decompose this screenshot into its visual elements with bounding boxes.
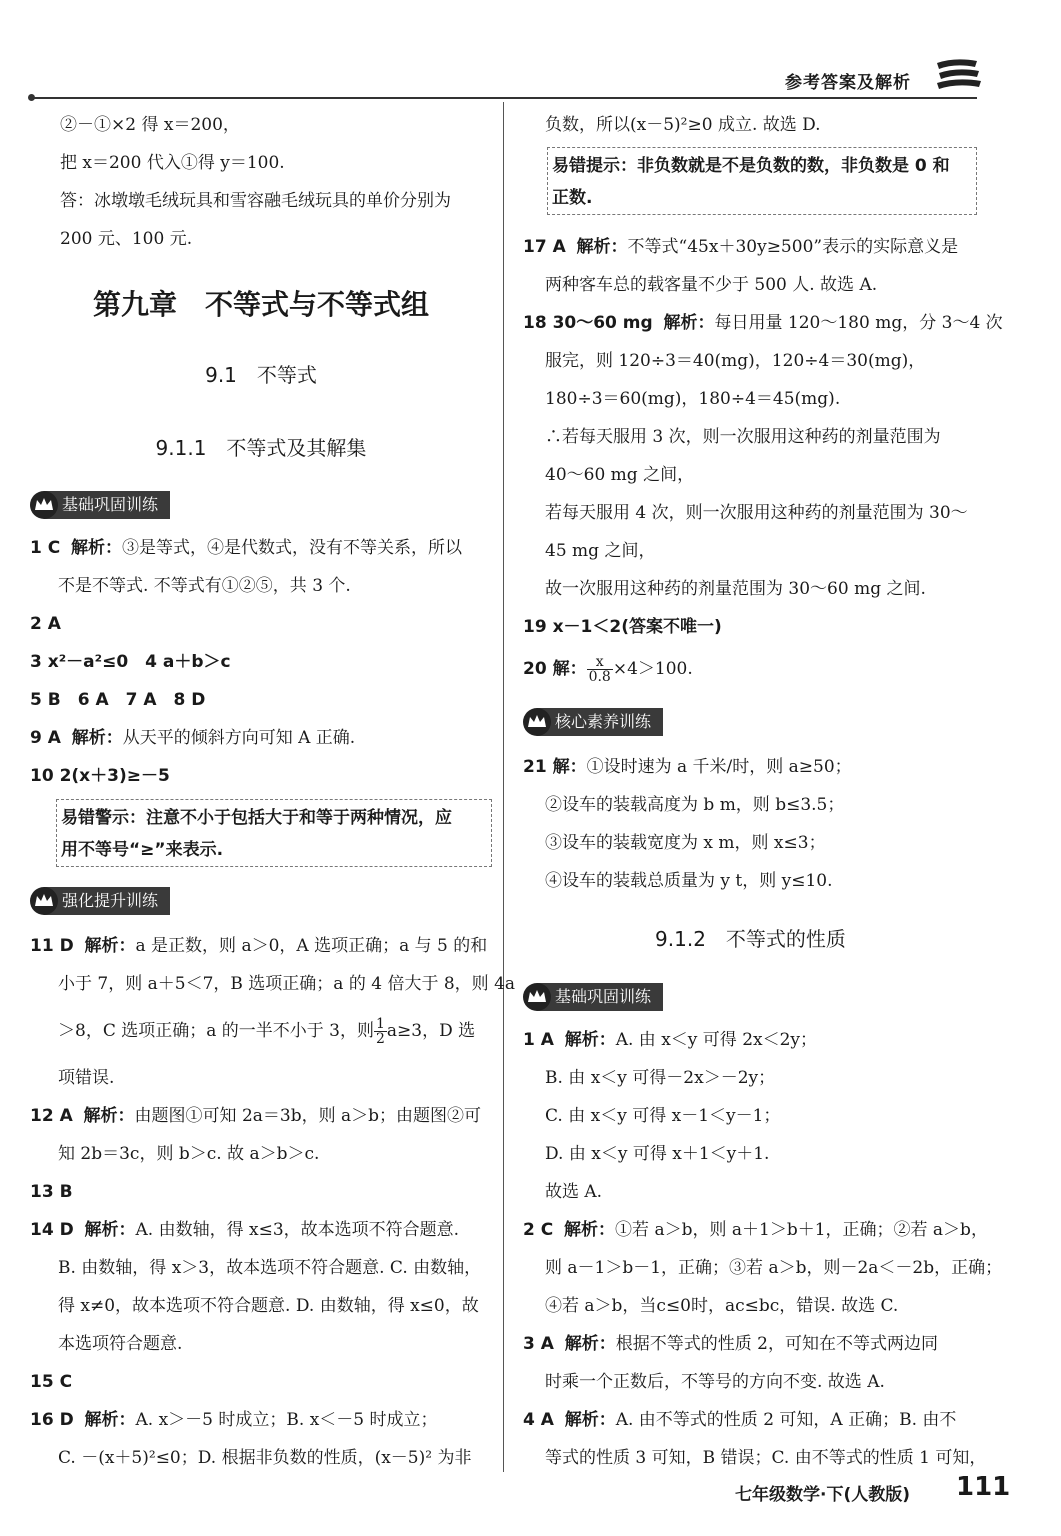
answer-21: 21 解：①设时速为 a 千米/时，则 a≥50； [523, 757, 852, 777]
answer-b2: 2 C 解析：①若 a＞b，则 a＋1＞b＋1，正确；②若 a＞b， [523, 1220, 988, 1240]
text-line: 用不等号“≥”来表示. [61, 840, 224, 860]
answer-11: 11 D 解析：a 是正数，则 a＞0，A 选项正确；a 与 5 的和 [30, 936, 488, 956]
answer-5-8: 5 B 6 A 7 A 8 D [30, 690, 206, 710]
text-line: 两种客车总的载客量不少于 500 人. 故选 A. [545, 275, 878, 295]
header-title: 参考答案及解析 [785, 73, 911, 93]
text-line: 故一次服用这种药的剂量范围为 30～60 mg 之间. [545, 579, 926, 599]
text-line: 不是不等式. 不等式有①②⑤，共 3 个. [58, 576, 351, 596]
text-line: 答：冰墩墩毛绒玩具和雪容融毛绒玩具的单价分别为 [60, 191, 451, 211]
badge-label: 核心素养训练 [537, 708, 663, 736]
answer-19: 19 x－1＜2(答案不唯一) [523, 617, 722, 637]
answer-3-4: 3 x²－a²≤0 4 a＋b＞c [30, 652, 231, 672]
crown-icon [30, 491, 58, 519]
text-line: 正数. [552, 188, 593, 208]
text-line: ④设车的装载总质量为 y t，则 y≤10. [545, 871, 833, 891]
crown-icon [523, 983, 551, 1011]
fraction-x-over: $\frac{x}{0.8}$ [588, 654, 611, 685]
text-line: 知 2b＝3c，则 b＞c. 故 a＞b＞c. [58, 1144, 320, 1164]
answer-9: 9 A 解析：从天平的倾斜方向可知 A 正确. [30, 728, 356, 748]
training-badge [30, 491, 170, 519]
answer-18: 18 30～60 mg 解析：每日用量 120～180 mg，分 3～4 次 [523, 313, 1003, 333]
column-divider [503, 102, 504, 1472]
text-line: ∴若每天服用 3 次，则一次服用这种药的剂量范围为 [545, 427, 941, 447]
text-line: 服完，则 120÷3＝40(mg)，120÷4＝30(mg)， [545, 351, 926, 371]
badge-label: 基础巩固训练 [44, 491, 170, 519]
badge-label: 强化提升训练 [44, 887, 170, 915]
text-line: 得 x≠0，故本选项不符合题意. D. 由数轴，得 x≤0，故 [58, 1296, 479, 1316]
text-line: 负数，所以(x－5)²≥0 成立. 故选 D. [545, 115, 821, 135]
text-line: 180÷3＝60(mg)，180÷4＝45(mg). [545, 389, 841, 409]
text-line: 40～60 mg 之间， [545, 465, 695, 485]
answer-16: 16 D 解析：A. x＞－5 时成立；B. x＜－5 时成立； [30, 1410, 438, 1430]
text-line: D. 由 x＜y 可得 x＋1＜y＋1. [545, 1144, 770, 1164]
page-header [0, 0, 1061, 100]
training-badge [523, 983, 663, 1011]
text-line: ④若 a＞b，当c≤0时，ac≤bc，错误. 故选 C. [545, 1296, 899, 1316]
answer-12: 12 A 解析：由题图①可知 2a＝3b，则 a＞b；由题图②可 [30, 1106, 482, 1126]
answer-10: 10 2(x＋3)≥－5 [30, 766, 170, 786]
answer-1: 1 C 解析：③是等式，④是代数式，没有不等关系，所以 [30, 538, 463, 558]
text-line: ②－①×2 得 x＝200， [60, 115, 240, 135]
header-rule [32, 97, 977, 99]
answer-15: 15 C [30, 1372, 73, 1392]
text-line: ②设车的装载高度为 b m，则 b≤3.5； [545, 795, 845, 815]
chapter-title: 第九章 不等式与不等式组 [92, 288, 429, 321]
error-tip-box: 易错提示：非负数就是不是负数的数，非负数是 0 和 正数. [547, 147, 977, 215]
text-line: 项错误. [58, 1068, 115, 1088]
text-line: ＞8，C 选项正确；a 的一半不小于 3，则 $\frac{1}{2}$ a≥3，D 选 [58, 1016, 476, 1047]
footer-text: 七年级数学·下(人教版) [735, 1485, 910, 1505]
crown-icon [30, 887, 58, 915]
text-line: B. 由 x＜y 可得－2x＞－2y； [545, 1068, 776, 1088]
text-line: 时乘一个正数后，不等号的方向不变. 故选 A. [545, 1372, 885, 1392]
training-badge [30, 887, 170, 915]
answer-17: 17 A 解析：不等式“45x＋30y≥500”表示的实际意义是 [523, 237, 959, 257]
answer-2: 2 A [30, 614, 61, 634]
books-logo-icon [935, 55, 985, 95]
text-line: 200 元、100 元. [60, 229, 193, 249]
section-title: 9.1 不等式 [205, 363, 317, 387]
text-line: C. 由 x＜y 可得 x－1＜y－1； [545, 1106, 781, 1126]
page-number: 111 [956, 1472, 1011, 1502]
text-line: 等式的性质 3 可知，B 错误；C. 由不等式的性质 1 可知， [545, 1448, 987, 1468]
error-warning-box: 易错警示：注意不小于包括大于和等于两种情况，应 用不等号“≥”来表示. [56, 799, 492, 867]
answer-b4: 4 A 解析：A. 由不等式的性质 2 可知，A 正确；B. 由不 [523, 1410, 957, 1430]
text-line: 故选 A. [545, 1182, 603, 1202]
training-badge [523, 708, 663, 736]
answer-b1: 1 A 解析：A. 由 x＜y 可得 2x＜2y； [523, 1030, 818, 1050]
badge-label: 基础巩固训练 [537, 983, 663, 1011]
fraction-half: $\frac{1}{2}$ [376, 1016, 385, 1047]
tip-label: 易错提示： [552, 156, 637, 176]
text-line: 则 a－1＞b－1，正确；③若 a＞b，则－2a＜－2b，正确； [545, 1258, 1003, 1278]
answer-20: 20 解： $\frac{x}{0.8}$ ×4＞100. [523, 654, 693, 685]
tip-label: 易错警示： [61, 808, 146, 828]
text-line: 本选项符合题意. [58, 1334, 183, 1354]
text-line: C. －(x＋5)²≤0；D. 根据非负数的性质，(x－5)² 为非 [58, 1448, 472, 1468]
subsection-title: 9.1.1 不等式及其解集 [155, 436, 367, 460]
text-line: B. 由数轴，得 x＞3，故本选项不符合题意. C. 由数轴， [58, 1258, 482, 1278]
text-line: ③设车的装载宽度为 x m，则 x≤3； [545, 833, 826, 853]
answer-14: 14 D 解析：A. 由数轴，得 x≤3，故本选项不符合题意. [30, 1220, 460, 1240]
answer-13: 13 B [30, 1182, 73, 1202]
text-line: 把 x＝200 代入①得 y＝100. [60, 153, 285, 173]
subsection-title: 9.1.2 不等式的性质 [655, 927, 846, 951]
text-line: 45 mg 之间， [545, 541, 656, 561]
text-line: 若每天服用 4 次，则一次服用这种药的剂量范围为 30～ [545, 503, 968, 523]
text-line: 小于 7，则 a＋5＜7，B 选项正确；a 的 4 倍大于 8，则 4a [58, 974, 516, 994]
answer-b3: 3 A 解析：根据不等式的性质 2，可知在不等式两边同 [523, 1334, 938, 1354]
crown-icon [523, 708, 551, 736]
